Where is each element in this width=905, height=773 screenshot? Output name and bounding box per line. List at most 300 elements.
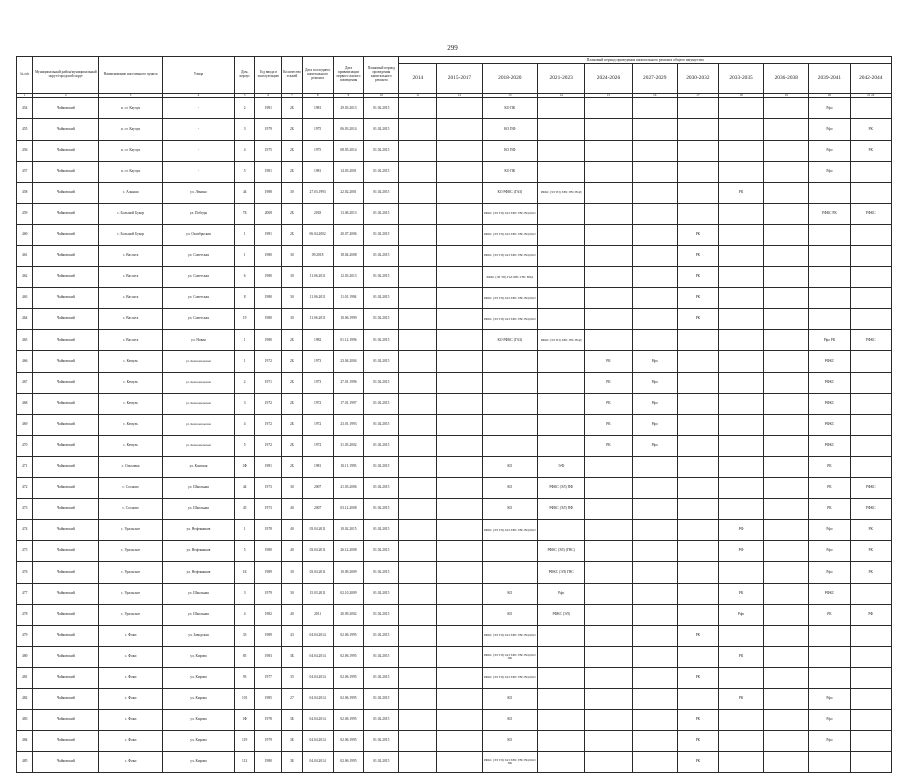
- header-year-2033-2035: 2033-2035: [718, 64, 763, 94]
- table-cell: с. Альняш: [99, 182, 163, 203]
- table-cell: [677, 478, 718, 499]
- table-cell: с. Большой Букор: [99, 224, 163, 245]
- table-cell: [538, 119, 585, 140]
- table-cell: с. Уральское: [99, 541, 163, 562]
- header-year-2027-2029: 2027-2029: [632, 64, 677, 94]
- table-cell: с. Фоки: [99, 646, 163, 667]
- table-cell: КО ПФ: [482, 119, 538, 140]
- table-cell: [677, 119, 718, 140]
- table-cell: 480: [17, 646, 33, 667]
- table-cell: [850, 309, 892, 330]
- table-cell: [585, 688, 632, 709]
- table-cell: [764, 224, 809, 245]
- table-cell: 2Б: [282, 140, 303, 161]
- table-row: [17, 98, 892, 119]
- table-cell: 10.02.2015: [333, 520, 364, 541]
- header-row-group: [17, 57, 892, 64]
- table-cell: 460: [17, 224, 33, 245]
- table-cell: 11.06.2011: [302, 309, 333, 330]
- table-cell: [764, 161, 809, 182]
- table-cell: [764, 456, 809, 477]
- table-cell: Рфо: [632, 435, 677, 456]
- table-cell: КО: [482, 499, 538, 520]
- table-cell: 02.06.1995: [333, 625, 364, 646]
- table-cell: КО ПФ: [482, 140, 538, 161]
- table-cell: 27.01.1996: [333, 372, 364, 393]
- table-cell: 02.06.1995: [333, 688, 364, 709]
- table-cell: КО РФКС (ГАЗ): [482, 330, 538, 351]
- table-cell: 478: [17, 604, 33, 625]
- table-cell: [809, 182, 850, 203]
- table-cell: 17.01.1997: [333, 393, 364, 414]
- table-cell: 1: [234, 520, 255, 541]
- table-cell: 13.06.2013: [333, 203, 364, 224]
- table-cell: 457: [17, 161, 33, 182]
- table-cell: РФКС (ЭЛ ТП) ХВС ГВС ВОД: [538, 182, 585, 203]
- table-cell: 5: [234, 541, 255, 562]
- table-cell: 459: [17, 203, 33, 224]
- table-cell: [718, 119, 763, 140]
- table-cell: 479: [17, 625, 33, 646]
- table-cell: 472: [17, 478, 33, 499]
- table-cell: 2Б: [282, 393, 303, 414]
- table-row: [17, 499, 892, 520]
- table-cell: Рфо: [809, 562, 850, 583]
- table-cell: [764, 541, 809, 562]
- table-row: [17, 456, 892, 477]
- table-cell: [399, 246, 437, 267]
- table-cell: 477: [17, 583, 33, 604]
- table-cell: 01.02.2015: [364, 393, 399, 414]
- column-number: 2: [33, 94, 99, 98]
- table-cell: [585, 203, 632, 224]
- table-cell: [632, 288, 677, 309]
- table-cell: Рфо: [632, 414, 677, 435]
- table-cell: ул. Школьная: [162, 604, 234, 625]
- table-cell: 04.04.2014: [302, 625, 333, 646]
- table-cell: [764, 625, 809, 646]
- table-cell: с. Вассята: [99, 267, 163, 288]
- table-cell: [585, 224, 632, 245]
- table-cell: 1980: [255, 267, 282, 288]
- table-cell: [437, 372, 482, 393]
- table-cell: [585, 604, 632, 625]
- table-cell: 1973: [255, 499, 282, 520]
- table-cell: РК: [677, 667, 718, 688]
- table-cell: 11.01.1994: [333, 288, 364, 309]
- table-cell: 18.04.2008: [333, 246, 364, 267]
- table-cell: РК: [809, 478, 850, 499]
- table-cell: 40: [282, 541, 303, 562]
- table-cell: 30: [282, 562, 303, 583]
- table-cell: [850, 646, 892, 667]
- table-cell: [718, 435, 763, 456]
- table-cell: ул. Нефтяников: [162, 562, 234, 583]
- header-house: Дом, корпус: [234, 57, 255, 94]
- table-cell: Чайковский: [33, 288, 99, 309]
- table-cell: с. Фоки: [99, 688, 163, 709]
- table-cell: [399, 309, 437, 330]
- table-cell: 2Б: [282, 98, 303, 119]
- table-cell: [482, 562, 538, 583]
- table-cell: 03.04.2011: [302, 562, 333, 583]
- header-last-overhaul: Дата последнего капитального ремонта: [302, 57, 333, 94]
- table-cell: Чайковский: [33, 330, 99, 351]
- column-number: 18: [718, 94, 763, 98]
- table-cell: [399, 562, 437, 583]
- header-year-2015-2017: 2015-2017: [437, 64, 482, 94]
- table-cell: 119: [234, 731, 255, 752]
- table-cell: 01.02.2015: [364, 351, 399, 372]
- table-cell: [764, 604, 809, 625]
- table-row: [17, 267, 892, 288]
- table-cell: [585, 478, 632, 499]
- table-cell: 466: [17, 351, 33, 372]
- table-cell: 2Б: [282, 161, 303, 182]
- table-cell: ул. Победы: [162, 203, 234, 224]
- table-cell: [399, 330, 437, 351]
- table-cell: 01.02.2015: [364, 604, 399, 625]
- table-cell: [764, 646, 809, 667]
- column-number: 7: [282, 94, 303, 98]
- table-cell: 27.03.1993: [302, 182, 333, 203]
- table-cell: [632, 710, 677, 731]
- table-cell: Чайковский: [33, 224, 99, 245]
- table-cell: 04.04.2014: [302, 667, 333, 688]
- table-cell: [718, 710, 763, 731]
- table-cell: 8: [234, 288, 255, 309]
- table-cell: [585, 646, 632, 667]
- table-cell: 2018: [302, 203, 333, 224]
- table-cell: [850, 224, 892, 245]
- table-cell: [677, 541, 718, 562]
- table-cell: [764, 688, 809, 709]
- table-cell: [538, 246, 585, 267]
- table-row: [17, 161, 892, 182]
- table-cell: [718, 372, 763, 393]
- table-cell: с. Фоки: [99, 731, 163, 752]
- table-cell: [718, 224, 763, 245]
- table-cell: [437, 520, 482, 541]
- table-cell: 06.04.2002: [302, 224, 333, 245]
- table-row: [17, 351, 892, 372]
- table-cell: РФКС (ЭЛ ТП) ГАЗ ХВС ГВС ВОД: [482, 267, 538, 288]
- table-cell: Чайковский: [33, 119, 99, 140]
- table-cell: [677, 372, 718, 393]
- table-cell: 30: [282, 288, 303, 309]
- table-cell: Чайковский: [33, 625, 99, 646]
- table-cell: [585, 330, 632, 351]
- table-cell: [437, 161, 482, 182]
- table-cell: Чайковский: [33, 731, 99, 752]
- table-cell: [538, 752, 585, 773]
- table-cell: с. Уральское: [99, 562, 163, 583]
- table-cell: [677, 161, 718, 182]
- table-cell: 44: [234, 478, 255, 499]
- table-cell: [437, 456, 482, 477]
- table-cell: с. Сосново: [99, 478, 163, 499]
- table-cell: 485: [17, 752, 33, 773]
- table-cell: 04.04.2014: [302, 688, 333, 709]
- table-cell: 30: [282, 583, 303, 604]
- table-cell: ул. Кирова: [162, 646, 234, 667]
- header-year-2014: 2014: [399, 64, 437, 94]
- table-cell: 93: [234, 667, 255, 688]
- table-cell: 2Б: [282, 372, 303, 393]
- table-cell: [632, 752, 677, 773]
- table-cell: Чайковский: [33, 140, 99, 161]
- table-cell: 1981: [302, 456, 333, 477]
- column-number: 13: [482, 94, 538, 98]
- table-cell: ул. Школьная: [162, 478, 234, 499]
- table-cell: Чайковский: [33, 393, 99, 414]
- table-cell: [437, 752, 482, 773]
- table-cell: РФКС: [809, 583, 850, 604]
- table-row: [17, 752, 892, 773]
- table-cell: ул. Школьная: [162, 583, 234, 604]
- table-cell: 4: [234, 414, 255, 435]
- table-cell: [764, 414, 809, 435]
- table-cell: Рфо: [809, 731, 850, 752]
- table-cell: [437, 646, 482, 667]
- table-cell: [399, 98, 437, 119]
- table-cell: [437, 182, 482, 203]
- table-cell: [677, 435, 718, 456]
- table-cell: РФКС (ЭЛ ТП) ГАЗ ХВС ГВС ВОД КО ПК: [482, 752, 538, 773]
- table-cell: Рфо: [809, 541, 850, 562]
- table-cell: Рфо: [809, 119, 850, 140]
- table-cell: -: [162, 119, 234, 140]
- table-cell: РФ: [850, 604, 892, 625]
- table-cell: Чайковский: [33, 203, 99, 224]
- table-cell: [718, 161, 763, 182]
- table-cell: [399, 710, 437, 731]
- table-cell: 04.04.2014: [302, 646, 333, 667]
- table-cell: [718, 414, 763, 435]
- table-cell: [718, 98, 763, 119]
- table-cell: с. Сосново: [99, 499, 163, 520]
- table-row: [17, 646, 892, 667]
- table-cell: [677, 351, 718, 372]
- table-cell: ул. Кирова: [162, 731, 234, 752]
- table-cell: 3Б: [282, 646, 303, 667]
- table-row: [17, 372, 892, 393]
- table-cell: КО: [482, 731, 538, 752]
- table-cell: [538, 203, 585, 224]
- table-cell: 2Б: [282, 414, 303, 435]
- table-cell: 3Б: [282, 710, 303, 731]
- table-cell: РФКС: [850, 203, 892, 224]
- table-cell: 2Б: [282, 351, 303, 372]
- table-cell: 1982: [302, 330, 333, 351]
- table-cell: с. Фоки: [99, 710, 163, 731]
- table-cell: [632, 625, 677, 646]
- header-no: № п/п: [17, 57, 33, 94]
- table-cell: [437, 604, 482, 625]
- table-cell: 2007: [302, 499, 333, 520]
- table-cell: Рфо: [809, 98, 850, 119]
- table-cell: КО: [482, 710, 538, 731]
- table-cell: с. Кемуль: [99, 351, 163, 372]
- table-cell: 1981: [255, 456, 282, 477]
- table-cell: [585, 288, 632, 309]
- column-number: 14: [538, 94, 585, 98]
- table-cell: [437, 140, 482, 161]
- table-cell: 2Б: [282, 330, 303, 351]
- table-cell: 01.02.2015: [364, 414, 399, 435]
- table-body: [17, 98, 892, 773]
- table-cell: 1971: [255, 372, 282, 393]
- table-cell: Чайковский: [33, 98, 99, 119]
- table-cell: РФКС: [850, 478, 892, 499]
- table-cell: Чайковский: [33, 541, 99, 562]
- header-settlement: Наименование населенного пункта: [99, 57, 163, 94]
- table-cell: [764, 731, 809, 752]
- table-cell: [399, 499, 437, 520]
- table-cell: [538, 710, 585, 731]
- table-cell: 1975: [302, 119, 333, 140]
- table-cell: -: [162, 98, 234, 119]
- table-cell: 02.06.1995: [333, 646, 364, 667]
- table-cell: РК: [677, 224, 718, 245]
- table-cell: [399, 288, 437, 309]
- table-cell: [585, 520, 632, 541]
- table-row: [17, 309, 892, 330]
- table-cell: РФКС: [809, 372, 850, 393]
- table-cell: [850, 731, 892, 752]
- table-cell: [399, 541, 437, 562]
- table-cell: [764, 330, 809, 351]
- table-cell: [850, 393, 892, 414]
- table-cell: с. Уральское: [99, 604, 163, 625]
- table-cell: 23.04.2004: [333, 351, 364, 372]
- table-cell: [764, 98, 809, 119]
- table-cell: РК: [718, 182, 763, 203]
- table-cell: [632, 309, 677, 330]
- table-cell: 2Б: [282, 119, 303, 140]
- table-cell: с. Фоки: [99, 625, 163, 646]
- table-cell: [585, 119, 632, 140]
- table-cell: [677, 330, 718, 351]
- table-row: [17, 288, 892, 309]
- table-cell: [399, 140, 437, 161]
- table-cell: 03.12.2008: [333, 499, 364, 520]
- table-row: [17, 330, 892, 351]
- table-cell: 09.2018: [302, 246, 333, 267]
- table-cell: [677, 520, 718, 541]
- table-cell: РФКС (ЭЛ ТП) ГАЗ ХВС ГВС ВОД КО: [482, 224, 538, 245]
- table-cell: [399, 224, 437, 245]
- column-number: 17: [677, 94, 718, 98]
- table-cell: Рфо: [809, 710, 850, 731]
- table-cell: [632, 119, 677, 140]
- table-cell: [850, 161, 892, 182]
- table-cell: 1983: [255, 646, 282, 667]
- table-cell: 14.03.2001: [333, 161, 364, 182]
- table-cell: [538, 98, 585, 119]
- column-number: 9: [333, 94, 364, 98]
- table-cell: РК: [850, 520, 892, 541]
- table-cell: [585, 541, 632, 562]
- table-cell: -: [162, 140, 234, 161]
- table-cell: [677, 393, 718, 414]
- table-row: [17, 604, 892, 625]
- table-cell: с. Уральское: [99, 520, 163, 541]
- table-cell: Рфо: [632, 351, 677, 372]
- table-cell: [850, 456, 892, 477]
- table-cell: [482, 541, 538, 562]
- table-cell: РФКС (ЭЛ ТП) ГАЗ ХВС ГВС ВОД КО: [482, 246, 538, 267]
- table-cell: [809, 625, 850, 646]
- table-cell: [482, 351, 538, 372]
- table-cell: 1975: [302, 140, 333, 161]
- table-cell: РФКС (ЭЛ ТП) ГАЗ ХВС ГВС ВОД КО: [482, 667, 538, 688]
- table-cell: 01.02.2015: [364, 267, 399, 288]
- table-cell: [764, 182, 809, 203]
- table-cell: 5: [234, 435, 255, 456]
- table-cell: п. ст. Каучук: [99, 161, 163, 182]
- table-cell: РФКС (ЭЛ ТП) ГАЗ ХВС ГВС ВОД КО: [482, 309, 538, 330]
- table-cell: [850, 688, 892, 709]
- table-cell: 40: [282, 499, 303, 520]
- table-cell: [764, 710, 809, 731]
- table-cell: 19: [234, 309, 255, 330]
- table-cell: с. Кемуль: [99, 393, 163, 414]
- table-cell: ул. Кирова: [162, 688, 234, 709]
- table-cell: 463: [17, 288, 33, 309]
- table-cell: [677, 688, 718, 709]
- table-cell: 04.04.2014: [302, 710, 333, 731]
- table-cell: Чайковский: [33, 752, 99, 773]
- table-cell: [809, 667, 850, 688]
- header-street: Улица: [162, 57, 234, 94]
- table-cell: 2Б: [282, 456, 303, 477]
- table-cell: [850, 372, 892, 393]
- table-cell: 06.03.2014: [333, 119, 364, 140]
- table-cell: [437, 393, 482, 414]
- table-cell: [718, 330, 763, 351]
- table-cell: 2007: [302, 478, 333, 499]
- table-cell: [399, 182, 437, 203]
- table-cell: 11.06.2011: [302, 267, 333, 288]
- table-cell: 10.11.1993: [333, 456, 364, 477]
- table-cell: [718, 309, 763, 330]
- table-cell: ул. Комсомольская: [162, 435, 234, 456]
- table-cell: ул. Кирова: [162, 710, 234, 731]
- table-cell: [437, 667, 482, 688]
- table-cell: 2: [234, 98, 255, 119]
- table-cell: с. Вассята: [99, 309, 163, 330]
- table-cell: РК: [677, 246, 718, 267]
- table-cell: [585, 246, 632, 267]
- table-cell: [764, 309, 809, 330]
- header-year-2039-2041: 2039-2041: [809, 64, 850, 94]
- table-cell: 1978: [255, 710, 282, 731]
- table-cell: 30: [282, 246, 303, 267]
- table-cell: [677, 646, 718, 667]
- table-cell: Чайковский: [33, 604, 99, 625]
- table-cell: [538, 161, 585, 182]
- table-cell: [399, 161, 437, 182]
- table-cell: [677, 604, 718, 625]
- table-cell: [399, 667, 437, 688]
- table-cell: 01.02.2015: [364, 710, 399, 731]
- table-cell: РФКС (ЭЛ ТП) ГАЗ ХВС ГВС ВОД КО: [482, 203, 538, 224]
- table-cell: КО: [482, 688, 538, 709]
- table-cell: 1985: [255, 688, 282, 709]
- table-cell: [399, 752, 437, 773]
- table-cell: 22.02.2001: [333, 182, 364, 203]
